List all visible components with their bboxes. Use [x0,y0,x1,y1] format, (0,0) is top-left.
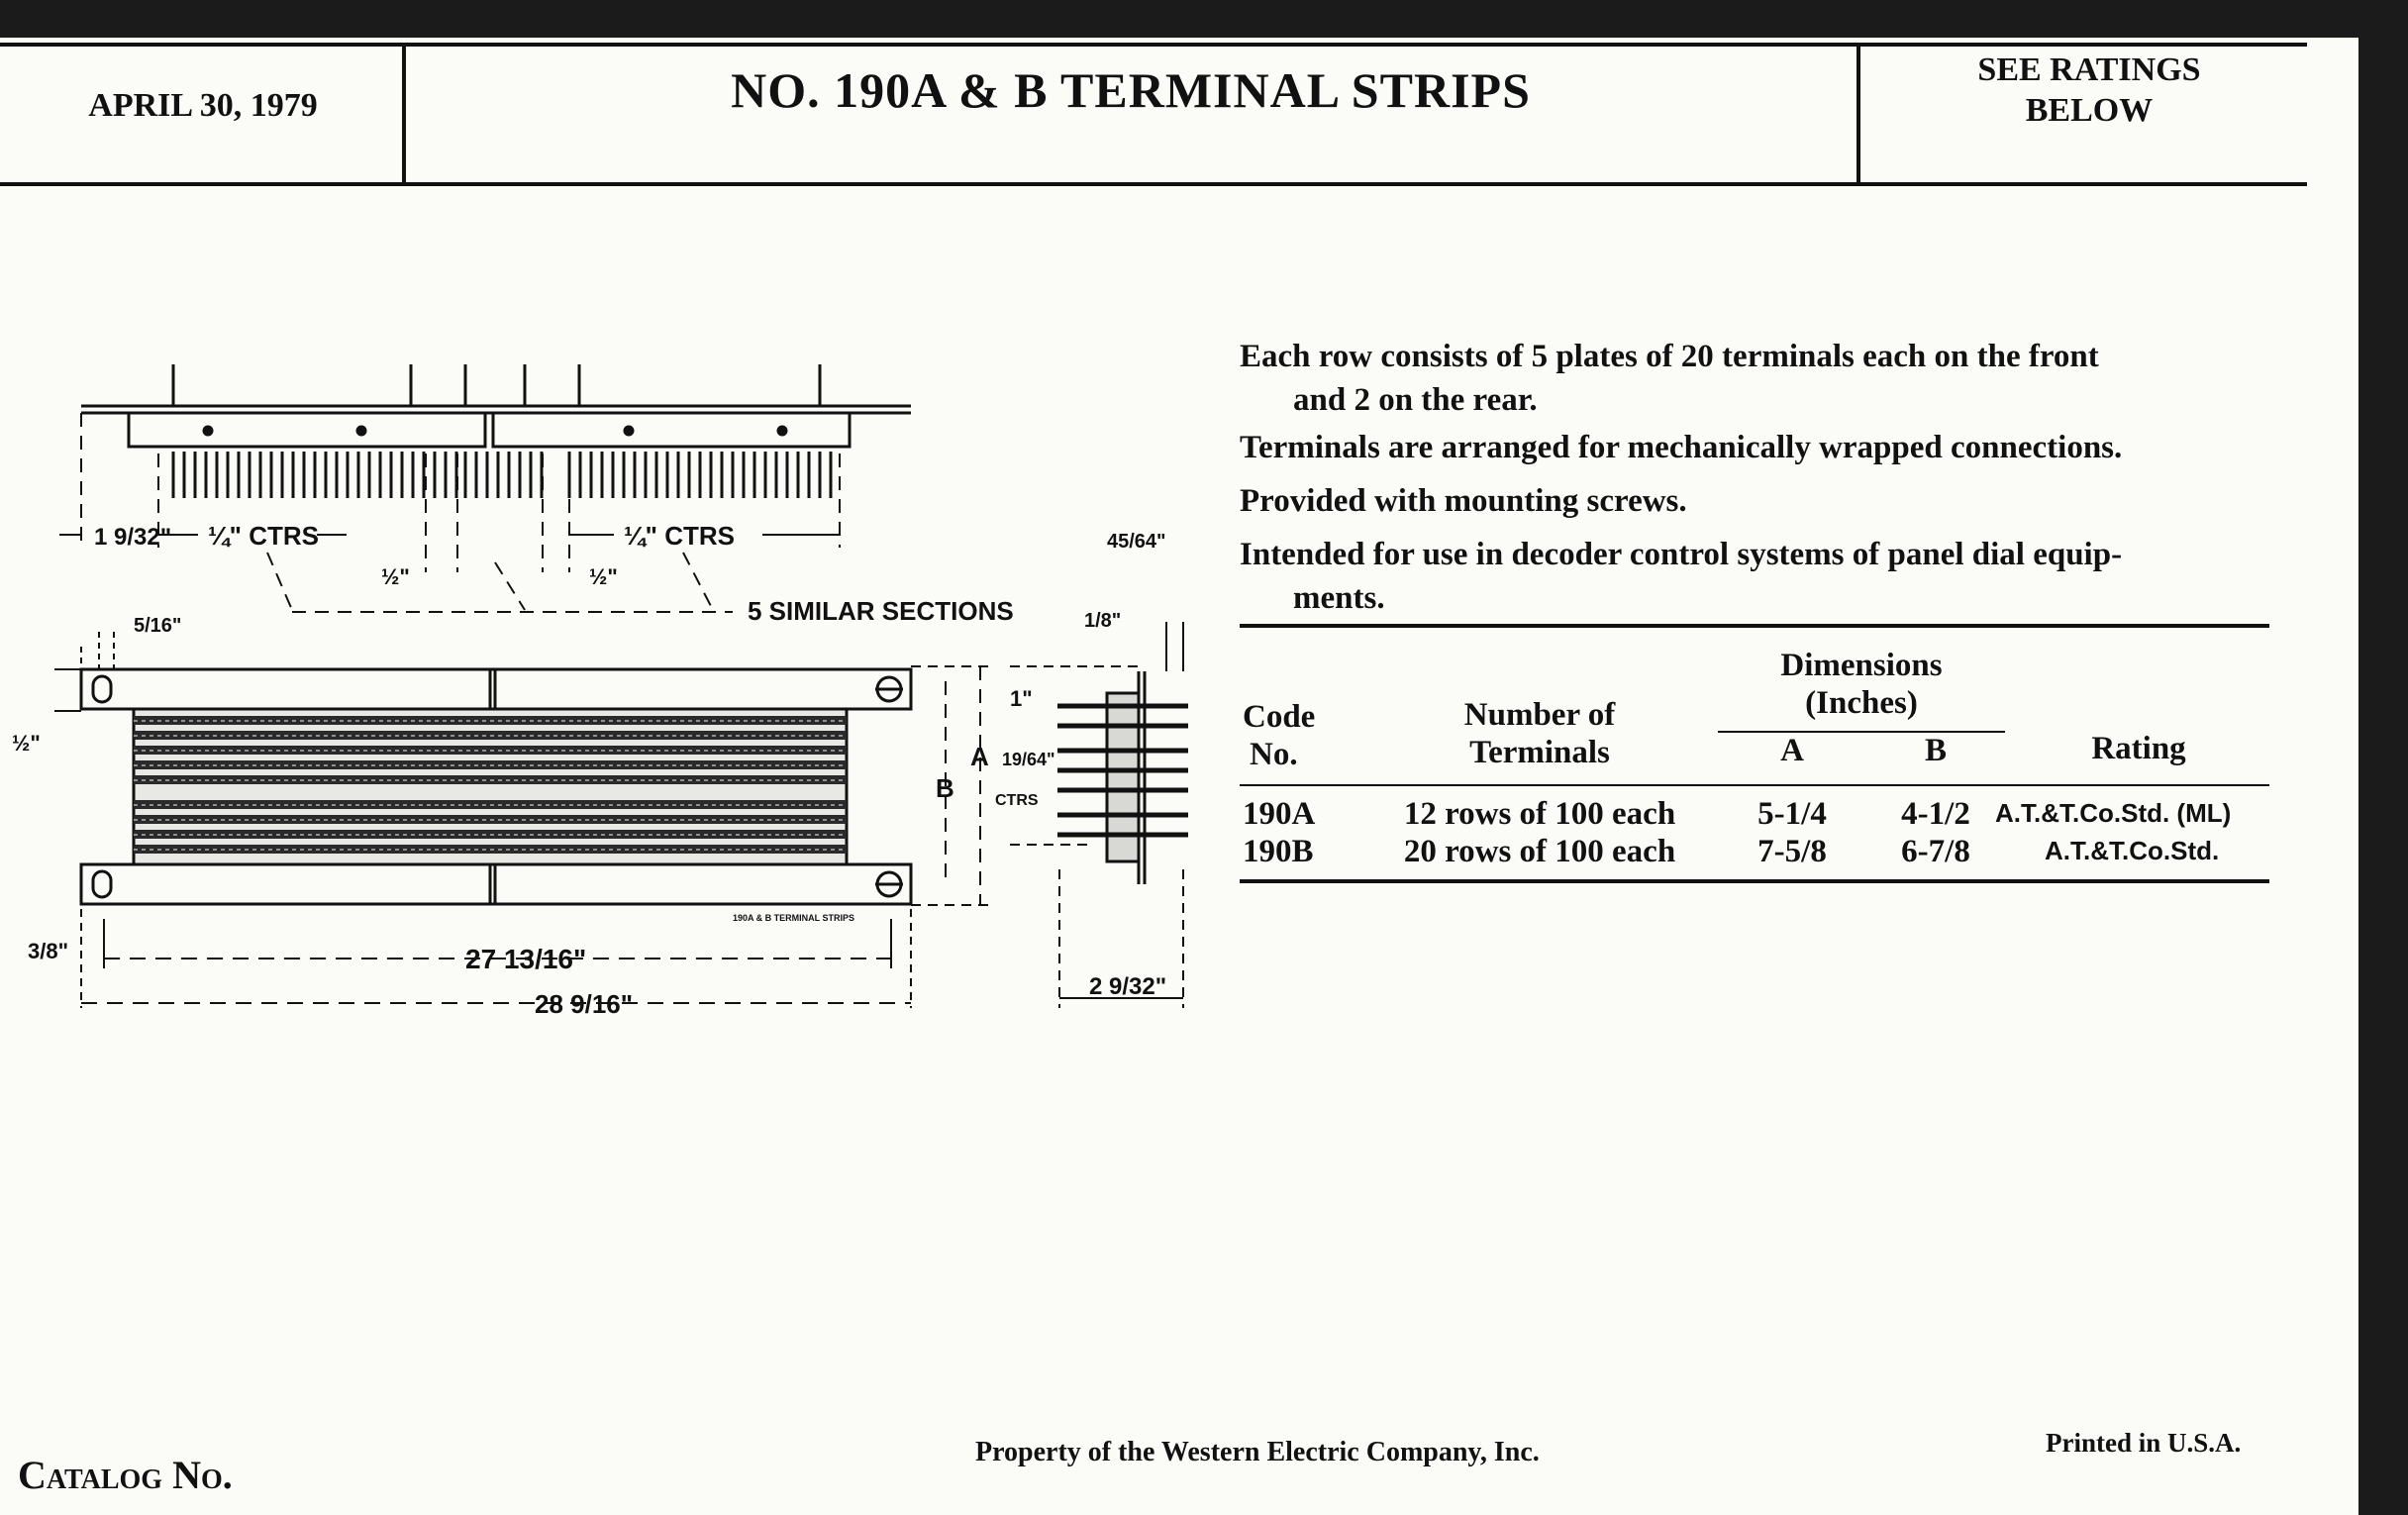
desc-p4-line1: Intended for use in decoder control systems of panel dial equip- [1240,537,2123,572]
row-190a-rating: A.T.&T.Co.Std. (ML) [1995,798,2232,828]
dim-half-left: ½" [381,564,410,589]
top-view [59,364,911,612]
dim-19-64: 19/64" [1002,750,1055,769]
front-view [81,669,911,904]
dim-27: 27 13/16" [465,944,587,974]
page-title: NO. 190A & B TERMINAL STRIPS [731,62,1531,118]
row-190a-terminals: 12 rows of 100 each [1403,796,1676,832]
footer-catalog-no: Catalog No. [18,1453,233,1497]
th-code-2: No. [1250,737,1298,772]
dim-5-16: 5/16" [134,615,182,637]
th-rating: Rating [2091,731,2186,766]
desc-paragraph-3: Provided with mounting screws. [1240,483,1687,519]
strip-caption: 190A & B TERMINAL STRIPS [733,913,855,923]
dim-2-9-32: 2 9/32" [1089,973,1167,1000]
desc-p1-line2: and 2 on the rear. [1293,382,1538,418]
row-190a-b: 4-1/2 [1901,796,1970,832]
dim-1-9-32: 1 9/32" [94,524,172,551]
dim-1-8: 1/8" [1084,610,1122,632]
row-190b-b: 6-7/8 [1901,834,1970,869]
row-190b-a: 7-5/8 [1757,834,1827,869]
footer-property: Property of the Western Electric Company, Inc. [975,1437,1540,1467]
row-190a-code: 190A [1243,796,1316,832]
header-date: APRIL 30, 1979 [88,87,318,124]
table-bottom-rule [1240,879,2269,883]
desc-paragraph-2: Terminals are arranged for mechanically wrapped connections. [1240,430,2123,465]
row-190b-code: 190B [1243,834,1314,869]
th-dimensions-1: Dimensions [1780,648,1943,683]
header-top-rule [0,43,2307,47]
row-190b-rating: A.T.&T.Co.Std. [2045,836,2220,865]
desc-p4-line2: ments. [1293,580,1385,616]
th-dimensions-2: (Inches) [1805,685,1918,721]
dim-half-side: ½" [12,731,41,756]
th-number-2: Terminals [1469,735,1610,770]
label-dim-b: B [936,773,954,803]
desc-paragraph-1 [1240,335,2279,422]
th-dim-a: A [1780,733,1804,768]
header-bottom-rule [0,182,2307,186]
th-number-1: Number of [1463,697,1616,733]
dim-28: 28 9/16" [535,989,634,1019]
dim-3-8: 3/8" [28,939,69,963]
label-ctrs-side: CTRS [995,792,1039,809]
header-divider-right [1856,43,1860,186]
header-divider-left [402,43,406,186]
desc-paragraph-4 [1240,533,2279,620]
th-code-1: Code [1243,699,1316,735]
terminal-strip-drawing [0,315,1208,1028]
label-similar-sections: 5 SIMILAR SECTIONS [748,596,1014,626]
label-dim-a: A [970,742,989,771]
header-ratings-line1: SEE RATINGS [1977,51,2201,88]
label-quarter-ctrs-right: ¼" CTRS [624,521,736,551]
th-dim-b: B [1924,733,1947,768]
dim-45-64: 45/64" [1107,531,1166,553]
dim-1-inch: 1" [1010,686,1033,711]
row-190b-terminals: 20 rows of 100 each [1403,834,1676,869]
label-quarter-ctrs-left: ¼" CTRS [208,521,320,551]
desc-p1-line1: Each row consists of 5 plates of 20 terminals each on the front [1240,339,2099,374]
row-190a-a: 5-1/4 [1757,796,1827,832]
table-top-rule [1240,624,2269,628]
header-ratings-line2: BELOW [2025,92,2154,129]
dim-half-right: ½" [589,564,618,589]
catalog-sheet [0,38,2358,1515]
table-header-rule [1240,784,2269,786]
footer-printed: Printed in U.S.A. [2046,1428,2242,1458]
side-view [1010,622,1188,1008]
